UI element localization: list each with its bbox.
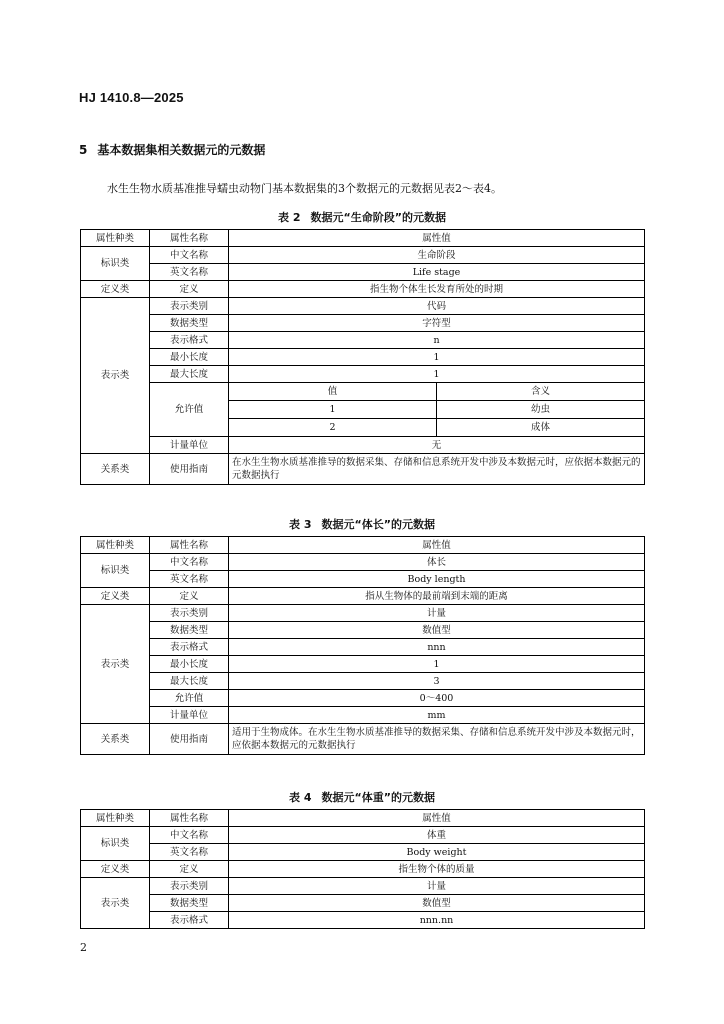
group-cell: 定义类 (81, 281, 150, 298)
table2-number: 表 2 (278, 211, 301, 224)
attr-value-cell: Body weight (229, 844, 645, 861)
table-row (81, 588, 645, 605)
attr-value-cell: 指生物个体生长发育所处的时期 (229, 281, 645, 298)
table3-title: 数据元“体长”的元数据 (321, 518, 435, 531)
group-cell: 标识类 (81, 554, 150, 588)
intro-paragraph: 水生生物水质基准推导蠕虫动物门基本数据集的3个数据元的元数据见表2～表4。 (107, 182, 502, 195)
attr-value-cell: 代码 (229, 298, 645, 315)
meaning-cell: 成体 (530, 422, 550, 433)
attr-name-cell: 最小长度 (150, 349, 229, 366)
attr-name-cell: 使用指南 (150, 454, 229, 485)
attr-name-cell: 中文名称 (150, 247, 229, 264)
header-cell: 属性种类 (81, 537, 150, 554)
table-row (81, 298, 645, 315)
attr-name-cell: 数据类型 (150, 315, 229, 332)
header-cell: 属性值 (229, 537, 645, 554)
table2-title: 数据元“生命阶段”的元数据 (310, 211, 446, 224)
meaning-cell: 幼虫 (437, 401, 645, 419)
table-row (81, 537, 645, 554)
value-cell: 1 (229, 401, 437, 419)
attr-name-cell: 表示类别 (150, 298, 229, 315)
table-row (81, 332, 645, 349)
attr-value-cell: 3 (229, 673, 645, 690)
table-row (81, 844, 645, 861)
attr-name-cell: 表示类别 (150, 605, 229, 622)
group-cell: 标识类 (81, 247, 150, 281)
table-row (81, 437, 645, 454)
attr-value-cell: mm (229, 707, 645, 724)
table-row (81, 827, 645, 844)
table-row (81, 230, 645, 247)
table4-title: 数据元“体重”的元数据 (321, 791, 435, 804)
attr-name-cell: 最大长度 (150, 673, 229, 690)
header-cell: 属性值 (229, 230, 645, 247)
group-cell: 表示类 (81, 878, 150, 929)
table-row (81, 707, 645, 724)
group-cell: 定义类 (81, 588, 150, 605)
header-cell: 含义 (437, 383, 645, 401)
attr-value-cell: nnn (229, 639, 645, 656)
attr-value-cell: 生命阶段 (229, 247, 645, 264)
attr-value-cell: 适用于生物成体。在水生生物水质基准推导的数据采集、存储和信息系统开发中涉及本数据元时，应依据本数据元的元数据执行 (229, 724, 645, 755)
value-cell: 2 (229, 419, 437, 437)
table-row (81, 878, 645, 895)
attr-name-cell: 表示格式 (150, 639, 229, 656)
table-row (81, 247, 645, 264)
attr-value-cell: 数值型 (229, 895, 645, 912)
attr-value-cell: 1 (229, 656, 645, 673)
table-row (81, 622, 645, 639)
attr-name-cell: 定义 (150, 588, 229, 605)
group-cell: 定义类 (81, 861, 150, 878)
attr-value-cell: 0～400 (229, 690, 645, 707)
attr-name-cell: 数据类型 (150, 895, 229, 912)
table4-caption (0, 789, 724, 805)
attr-name-cell: 最小长度 (150, 656, 229, 673)
allowed-values-cell (229, 383, 645, 437)
attr-value-cell: 体重 (229, 827, 645, 844)
table-row (229, 419, 644, 437)
attr-value-cell: 无 (229, 437, 645, 454)
page-number: 2 (80, 941, 87, 954)
table-row (81, 315, 645, 332)
section-number: 5 (79, 143, 88, 157)
header-cell: 属性名称 (150, 810, 229, 827)
table-row (81, 895, 645, 912)
table-row (229, 401, 644, 419)
table3 (80, 536, 645, 755)
table-row (81, 724, 645, 755)
attr-name-cell: 计量单位 (150, 437, 229, 454)
attr-name-cell: 定义 (150, 281, 229, 298)
attr-value-cell: 1 (229, 366, 645, 383)
header-cell: 属性种类 (81, 230, 150, 247)
attr-value-cell: n (229, 332, 645, 349)
table-row (81, 366, 645, 383)
table3-number: 表 3 (289, 518, 312, 531)
attr-name-cell: 数据类型 (150, 622, 229, 639)
attr-name-cell: 表示格式 (150, 912, 229, 929)
attr-value-cell: 指生物个体的质量 (229, 861, 645, 878)
attr-value-cell: 1 (229, 349, 645, 366)
group-cell: 标识类 (81, 827, 150, 861)
attr-name-cell: 允许值 (150, 690, 229, 707)
attr-name-cell: 允许值 (150, 383, 229, 437)
attr-value-cell: Body length (229, 571, 645, 588)
table2 (80, 229, 645, 485)
attr-name-cell: 使用指南 (150, 724, 229, 755)
group-cell: 关系类 (81, 724, 150, 755)
attr-value-cell: 体长 (229, 554, 645, 571)
table-row (81, 690, 645, 707)
attr-name-cell: 英文名称 (150, 844, 229, 861)
table-row (81, 810, 645, 827)
group-cell: 关系类 (81, 454, 150, 485)
attr-name-cell: 英文名称 (150, 264, 229, 281)
attr-name-cell: 表示格式 (150, 332, 229, 349)
allowed-values-table (229, 383, 644, 436)
table-row (81, 656, 645, 673)
table2-caption (0, 209, 724, 225)
table-row (81, 605, 645, 622)
table4-number: 表 4 (289, 791, 312, 804)
table-row (81, 861, 645, 878)
attr-name-cell: 英文名称 (150, 571, 229, 588)
attr-value-cell: nnn.nn (229, 912, 645, 929)
attr-value-cell: 数值型 (229, 622, 645, 639)
header-cell: 属性值 (229, 810, 645, 827)
attr-value-cell: 指从生物体的最前端到末端的距离 (229, 588, 645, 605)
table-row (81, 554, 645, 571)
table-row (81, 281, 645, 298)
table-row (81, 571, 645, 588)
attr-name-cell: 计量单位 (150, 707, 229, 724)
table-row (81, 264, 645, 281)
section-title: 基本数据集相关数据元的元数据 (97, 143, 266, 157)
attr-value-cell: 在水生生物水质基准推导的数据采集、存储和信息系统开发中涉及本数据元时，应依据本数据元的元数据执行 (229, 454, 645, 485)
table-row (81, 454, 645, 485)
group-cell: 表示类 (81, 298, 150, 454)
table-row (81, 673, 645, 690)
attr-value-cell: Life stage (229, 264, 645, 281)
standard-code-header: HJ 1410.8—2025 (79, 90, 184, 105)
header-cell: 值 (229, 383, 437, 401)
section-heading (79, 141, 265, 158)
table-row (81, 383, 645, 437)
attr-name-cell: 表示类别 (150, 878, 229, 895)
attr-name-cell: 中文名称 (150, 554, 229, 571)
attr-value-cell: 计量 (229, 605, 645, 622)
attr-value-cell: 计量 (229, 878, 645, 895)
table-row (81, 639, 645, 656)
table-row (229, 383, 644, 401)
group-cell: 表示类 (81, 605, 150, 724)
header-cell: 属性名称 (150, 230, 229, 247)
table-row (81, 912, 645, 929)
header-cell: 属性种类 (81, 810, 150, 827)
attr-name-cell: 中文名称 (150, 827, 229, 844)
table-row (81, 349, 645, 366)
attr-value-cell: 字符型 (229, 315, 645, 332)
table3-caption (0, 516, 724, 532)
header-cell: 属性名称 (150, 537, 229, 554)
attr-name-cell: 定义 (150, 861, 229, 878)
attr-name-cell: 最大长度 (150, 366, 229, 383)
table4 (80, 809, 645, 929)
